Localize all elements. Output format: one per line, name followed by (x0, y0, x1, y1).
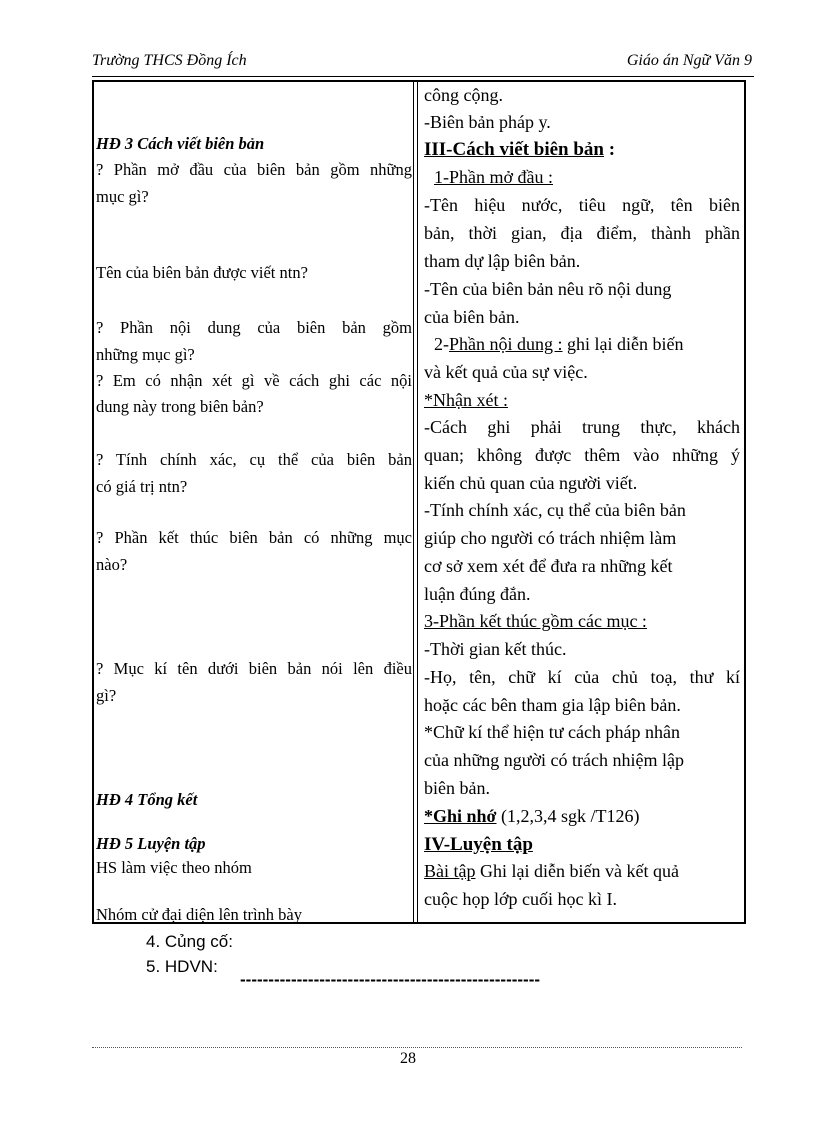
right-line-phap-y: -Biên bản pháp y. (424, 112, 551, 132)
part-3c-line3: biên bản. (424, 778, 490, 798)
part-3b-line1: -Họ, tên, chữ kí của chủ toạ, thư kí (424, 667, 740, 687)
hd4-title: HĐ 4 Tổng kết (96, 790, 198, 809)
section-4-title (424, 834, 740, 856)
part-3b-line2: hoặc các bên tham gia lập biên bản. (424, 695, 681, 715)
section-3-colon: : (604, 139, 616, 160)
part-3a: -Thời gian kết thúc. (424, 639, 567, 659)
header-rule (92, 76, 754, 77)
homework: 5. HDVN: (146, 957, 218, 976)
part-1-label: 1-Phần mở đầu : (434, 167, 554, 187)
remember-label: *Ghi nhớ (424, 806, 497, 826)
page-number: 28 (400, 1050, 416, 1067)
part-2-label: Phần nội dung : (449, 334, 563, 354)
part-2-rest: ghi lại diễn biến (562, 334, 684, 354)
part-2-prefix: 2- (434, 334, 449, 354)
section-4-label: IV-Luyện tập (424, 834, 533, 855)
part-1b-line1: -Tên của biên bản nêu rõ nội dung (424, 279, 672, 299)
comment-1-line2: quan; không được thêm vào những ý (424, 445, 740, 465)
question-ending-line1: ? Phần kết thúc biên bản có những mục (96, 528, 412, 547)
part-3c-line2: của những người có trách nhiệm lập (424, 750, 684, 770)
question-comment-line2: dung này trong biên bản? (96, 397, 264, 416)
comment-2-line3: cơ sở xem xét để đưa ra những kết (424, 556, 673, 576)
question-title: Tên của biên bản được viết ntn? (96, 263, 308, 282)
column-divider (413, 80, 414, 924)
comment-label: *Nhận xét : (424, 390, 508, 410)
part-1-heading (434, 167, 750, 188)
comment-1-line3: kiến chủ quan của người viết. (424, 473, 638, 493)
page-header (92, 52, 752, 78)
hd5-title: HĐ 5 Luyện tập (96, 834, 206, 853)
exercise-line2: cuộc họp lớp cuối học kì I. (424, 889, 617, 909)
question-accuracy-line2: có giá trị ntn? (96, 477, 188, 496)
question-ending-line2: nào? (96, 555, 128, 574)
header-subject: Giáo án Ngữ Văn 9 (626, 52, 752, 69)
part-1a-line1: -Tên hiệu nước, tiêu ngữ, tên biên (424, 195, 740, 215)
consolidation: 4. Củng cố: (146, 932, 233, 951)
part-3c-line1: *Chữ kí thể hiện tư cách pháp nhân (424, 722, 680, 742)
dash-line: ----------------------------------------------------- (240, 970, 541, 989)
part-2-line1 (434, 334, 750, 355)
group-work: HS làm việc theo nhóm (96, 858, 252, 877)
group-present: Nhóm cử đại diện lên trình bày (96, 905, 302, 924)
question-content-line2: những mục gì? (96, 345, 195, 364)
hd3-title: HĐ 3 Cách viết biên bản (96, 134, 265, 153)
part-1b-line2: của biên bản. (424, 307, 520, 327)
column-divider-2 (417, 80, 418, 924)
comment-2-line2: giúp cho người có trách nhiệm làm (424, 528, 677, 548)
header-school: Trường THCS Đồng Ích (92, 52, 247, 69)
remember-ref: (1,2,3,4 sgk /T126) (496, 806, 640, 826)
question-signature-line1: ? Mục kí tên dưới biên bản nói lên điều (96, 659, 412, 678)
exercise-label: Bài tập (424, 861, 476, 881)
part-1a-line2: bản, thời gian, địa điểm, thành phần (424, 223, 740, 243)
part-2-line2: và kết quả của sự việc. (424, 362, 588, 382)
footer-rule (92, 1047, 742, 1048)
question-accuracy-line1: ? Tính chính xác, cụ thể của biên bản (96, 450, 412, 469)
exercise-line1 (424, 861, 740, 882)
section-3-label: III-Cách viết biên bản (424, 139, 604, 160)
remember-line (424, 806, 740, 827)
comment-1-line1: -Cách ghi phải trung thực, khách (424, 417, 740, 437)
comment-2-line4: luận đúng đắn. (424, 584, 531, 604)
right-line-cong-cong: công cộng. (424, 85, 503, 105)
question-content-line1: ? Phần nội dung của biên bản gồm (96, 318, 412, 337)
comment-2-line1: -Tính chính xác, cụ thể của biên bản (424, 500, 686, 520)
question-signature-line2: gì? (96, 686, 117, 705)
part-3-label: 3-Phần kết thúc gồm các mục : (424, 611, 647, 631)
question-comment-line1: ? Em có nhận xét gì về cách ghi các nội (96, 371, 412, 390)
question-opening-line1: ? Phần mở đầu của biên bản gồm những (96, 160, 412, 179)
exercise-rest: Ghi lại diễn biến và kết quả (475, 861, 679, 881)
question-opening-line2: mục gì? (96, 187, 149, 206)
part-3-heading (424, 611, 740, 632)
part-1a-line3: tham dự lập biên bản. (424, 251, 581, 271)
comment-heading (424, 390, 740, 411)
section-3-title (424, 139, 740, 161)
